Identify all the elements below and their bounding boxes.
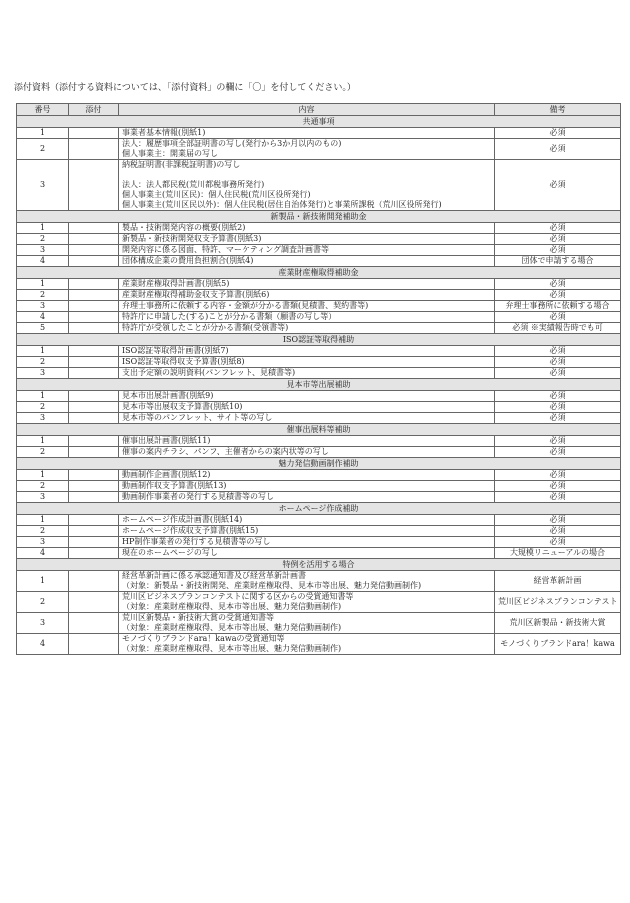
- attach-cell[interactable]: [69, 481, 119, 492]
- attach-cell[interactable]: [69, 368, 119, 379]
- row-number: 4: [17, 312, 69, 323]
- row-content: 事業者基本情報(別紙1): [119, 128, 495, 139]
- attach-cell[interactable]: [69, 323, 119, 334]
- row-content: ホームページ作成収支予算書(別紙15): [119, 526, 495, 537]
- section-header-row: [17, 379, 621, 391]
- section-header-row: [17, 559, 621, 571]
- attach-cell[interactable]: [69, 234, 119, 245]
- row-note: 経営革新計画: [495, 571, 621, 592]
- row-content: HP制作事業者の発行する見積書等の写し: [119, 537, 495, 548]
- table-row: [17, 391, 621, 402]
- row-content: 開発内容に係る図面、特許、マーケティング調査計画書等: [119, 245, 495, 256]
- row-number: 2: [17, 526, 69, 537]
- row-content: 動画制作収支予算書(別紙13): [119, 481, 495, 492]
- row-note: 必須 ※実績報告時でも可: [495, 323, 621, 334]
- header-row: [17, 104, 621, 116]
- table-row: [17, 290, 621, 301]
- row-content: 新製品・新技術開発収支予算書(別紙3): [119, 234, 495, 245]
- row-content: 催事の案内チラシ、パンフ、主催者からの案内状等の写し: [119, 447, 495, 458]
- row-note: 大規模リニューアルの場合: [495, 548, 621, 559]
- attach-cell[interactable]: [69, 279, 119, 290]
- row-content: 催事出展計画書(別紙11): [119, 436, 495, 447]
- table-row: [17, 447, 621, 458]
- document-title: 添付資料（添付する資料については、「添付資料」の欄に「〇」を付してください。）: [14, 83, 356, 93]
- row-note: 荒川区ビジネスプランコンテスト: [495, 592, 621, 613]
- table-row: [17, 492, 621, 503]
- header-content: 内容: [119, 104, 495, 116]
- table-row: [17, 223, 621, 234]
- attach-cell[interactable]: [69, 357, 119, 368]
- row-content: 法人：履歴事項全部証明書の写し(発行から3か月以内のもの) 個人事業主：開業届の写し: [119, 139, 495, 160]
- row-note: 必須: [495, 526, 621, 537]
- row-number: 1: [17, 515, 69, 526]
- row-note: 弁理士事務所に依頼する場合: [495, 301, 621, 312]
- row-note: 必須: [495, 279, 621, 290]
- row-note: 必須: [495, 537, 621, 548]
- row-number: 3: [17, 301, 69, 312]
- row-content: 見本市等のパンフレット、サイト等の写し: [119, 413, 495, 424]
- attachment-table: [16, 103, 621, 655]
- attach-cell[interactable]: [69, 515, 119, 526]
- table-row: [17, 357, 621, 368]
- attach-cell[interactable]: [69, 128, 119, 139]
- table-row: [17, 413, 621, 424]
- row-number: 5: [17, 323, 69, 334]
- table-row: [17, 323, 621, 334]
- section-header-row: [17, 424, 621, 436]
- row-note: 必須: [495, 481, 621, 492]
- table-row: [17, 537, 621, 548]
- row-content: 団体構成企業の費用負担割合(別紙4): [119, 256, 495, 267]
- row-note: 必須: [495, 357, 621, 368]
- section-title: 産業財産権取得補助金: [17, 267, 621, 279]
- attach-cell[interactable]: [69, 391, 119, 402]
- attach-cell[interactable]: [69, 634, 119, 655]
- row-content: 支出予定額の説明資料(パンフレット、見積書等): [119, 368, 495, 379]
- row-number: 4: [17, 256, 69, 267]
- table-row: [17, 128, 621, 139]
- section-header-row: [17, 116, 621, 128]
- attach-cell[interactable]: [69, 245, 119, 256]
- section-title: ISO認証等取得補助: [17, 334, 621, 346]
- row-number: 3: [17, 413, 69, 424]
- table-row: [17, 312, 621, 323]
- table-row: [17, 368, 621, 379]
- header-number: 番号: [17, 104, 69, 116]
- row-number: 1: [17, 436, 69, 447]
- row-number: 3: [17, 613, 69, 634]
- row-note: 必須: [495, 290, 621, 301]
- row-note: 必須: [495, 492, 621, 503]
- table-row: [17, 234, 621, 245]
- row-content: ホームページ作成計画書(別紙14): [119, 515, 495, 526]
- row-number: 2: [17, 481, 69, 492]
- row-number: 3: [17, 492, 69, 503]
- row-content: 特許庁が受領したことが分かる書類(受領書等): [119, 323, 495, 334]
- section-header-row: [17, 334, 621, 346]
- table-row: [17, 139, 621, 160]
- row-number: 2: [17, 234, 69, 245]
- row-number: 4: [17, 548, 69, 559]
- row-content: 見本市等出展収支予算書(別紙10): [119, 402, 495, 413]
- table-row: [17, 548, 621, 559]
- section-title: 見本市等出展補助: [17, 379, 621, 391]
- table-row: [17, 402, 621, 413]
- attach-cell[interactable]: [69, 436, 119, 447]
- table-row: [17, 245, 621, 256]
- table-row: [17, 436, 621, 447]
- row-number: 2: [17, 402, 69, 413]
- table-row: [17, 346, 621, 357]
- table-row: [17, 526, 621, 537]
- attach-cell[interactable]: [69, 447, 119, 458]
- row-number: 2: [17, 290, 69, 301]
- section-title: 催事出展料等補助: [17, 424, 621, 436]
- section-header-row: [17, 503, 621, 515]
- row-note: 必須: [495, 128, 621, 139]
- attach-cell[interactable]: [69, 537, 119, 548]
- row-content: 製品・技術開発内容の概要(別紙2): [119, 223, 495, 234]
- row-content: 弁理士事務所に依頼する内容・金額が分かる書類(見積書、契約書等): [119, 301, 495, 312]
- row-note: 必須: [495, 346, 621, 357]
- table-row: [17, 592, 621, 613]
- row-number: 4: [17, 634, 69, 655]
- row-note: モノづくりブランドara！kawa: [495, 634, 621, 655]
- table-row: [17, 160, 621, 211]
- row-number: 1: [17, 571, 69, 592]
- attach-cell[interactable]: [69, 470, 119, 481]
- row-note: 必須: [495, 368, 621, 379]
- row-number: 1: [17, 470, 69, 481]
- row-note: 必須: [495, 402, 621, 413]
- table-row: [17, 301, 621, 312]
- row-number: 1: [17, 223, 69, 234]
- row-content: 特許庁に申請した(する)ことが分かる書類（願書の写し等）: [119, 312, 495, 323]
- attach-cell[interactable]: [69, 312, 119, 323]
- attach-cell[interactable]: [69, 223, 119, 234]
- header-note: 備考: [495, 104, 621, 116]
- section-title: 新製品・新技術開発補助金: [17, 211, 621, 223]
- table-body: [17, 116, 621, 655]
- attach-cell[interactable]: [69, 346, 119, 357]
- attach-cell[interactable]: [69, 402, 119, 413]
- row-content: ISO認証等取得収支予算書(別紙8): [119, 357, 495, 368]
- row-note: 必須: [495, 223, 621, 234]
- section-title: 特例を活用する場合: [17, 559, 621, 571]
- row-number: 2: [17, 139, 69, 160]
- table-row: [17, 481, 621, 492]
- row-number: 2: [17, 592, 69, 613]
- row-number: 3: [17, 245, 69, 256]
- table-row: [17, 634, 621, 655]
- attach-cell[interactable]: [69, 613, 119, 634]
- attach-cell[interactable]: [69, 571, 119, 592]
- row-number: 2: [17, 447, 69, 458]
- row-content: 動画制作事業者の発行する見積書等の写し: [119, 492, 495, 503]
- table-row: [17, 613, 621, 634]
- row-content: 荒川区新製品・新技術大賞の受賞通知書等 （対象：産業財産権取得、見本市等出展、魅力発信動画制作): [119, 613, 495, 634]
- table-row: [17, 515, 621, 526]
- row-note: 荒川区新製品・新技術大賞: [495, 613, 621, 634]
- attach-cell[interactable]: [69, 526, 119, 537]
- row-note: 必須: [495, 470, 621, 481]
- row-note: 必須: [495, 515, 621, 526]
- row-content: 動画制作企画書(別紙12): [119, 470, 495, 481]
- table-row: [17, 256, 621, 267]
- row-content: 経営革新計画に係る承認通知書及び経営革新計画書 （対象：新製品・新技術開発、産業財産権取得、見本市等出展、魅力発信動画制作): [119, 571, 495, 592]
- row-content: 荒川区ビジネスプランコンテストに関する区からの受賞通知書等 （対象：産業財産権取得、見本市等出展、魅力発信動画制作): [119, 592, 495, 613]
- row-content: ISO認証等取得計画書(別紙7): [119, 346, 495, 357]
- attach-cell[interactable]: [69, 548, 119, 559]
- row-number: 2: [17, 357, 69, 368]
- table-row: [17, 279, 621, 290]
- row-note: 必須: [495, 391, 621, 402]
- section-header-row: [17, 458, 621, 470]
- attach-cell[interactable]: [69, 290, 119, 301]
- row-number: 1: [17, 128, 69, 139]
- attach-cell[interactable]: [69, 492, 119, 503]
- row-number: 3: [17, 160, 69, 211]
- row-note: 必須: [495, 234, 621, 245]
- row-number: 1: [17, 346, 69, 357]
- row-content: モノづくりブランドara！kawaの受賞通知等 （対象：産業財産権取得、見本市等出展、魅力発信動画制作): [119, 634, 495, 655]
- row-number: 1: [17, 391, 69, 402]
- row-note: 団体で申請する場合: [495, 256, 621, 267]
- row-note: 必須: [495, 447, 621, 458]
- table-row: [17, 571, 621, 592]
- row-number: 1: [17, 279, 69, 290]
- attach-cell[interactable]: [69, 139, 119, 160]
- attach-cell[interactable]: [69, 413, 119, 424]
- row-note: 必須: [495, 436, 621, 447]
- row-note: 必須: [495, 413, 621, 424]
- row-number: 3: [17, 537, 69, 548]
- section-title: 魅力発信動画制作補助: [17, 458, 621, 470]
- row-content: 納税証明書(非課税証明書)の写し 法人：法人都民税(荒川都税事務所発行) 個人事業主(荒川区民)：個人住民税(荒川区役所発行) 個人事業主(荒川区民以外)：個人住民税(居住自治体発行)と事業所課税（荒川区役所発行): [119, 160, 495, 211]
- row-number: 3: [17, 368, 69, 379]
- row-note: 必須: [495, 160, 621, 211]
- row-content: 産業財産権取得計画書(別紙5): [119, 279, 495, 290]
- attach-cell[interactable]: [69, 160, 119, 211]
- section-header-row: [17, 267, 621, 279]
- row-note: 必須: [495, 245, 621, 256]
- attach-cell[interactable]: [69, 592, 119, 613]
- section-title: 共通事項: [17, 116, 621, 128]
- attach-cell[interactable]: [69, 256, 119, 267]
- row-note: 必須: [495, 312, 621, 323]
- row-content: 見本市出展計画書(別紙9): [119, 391, 495, 402]
- attach-cell[interactable]: [69, 301, 119, 312]
- table-row: [17, 470, 621, 481]
- header-attach: 添付: [69, 104, 119, 116]
- section-title: ホームページ作成補助: [17, 503, 621, 515]
- section-header-row: [17, 211, 621, 223]
- row-content: 現在のホームページの写し: [119, 548, 495, 559]
- row-note: 必須: [495, 139, 621, 160]
- row-content: 産業財産権取得補助金収支予算書(別紙6): [119, 290, 495, 301]
